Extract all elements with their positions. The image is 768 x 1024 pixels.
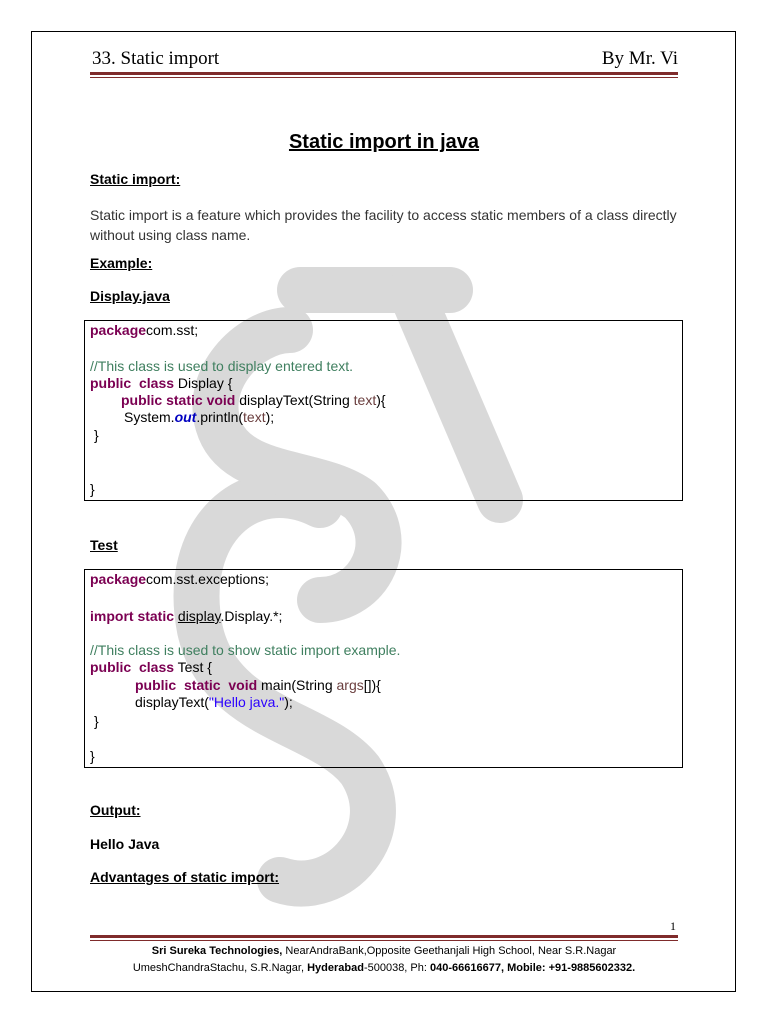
header-chapter: 33. Static import [92,48,220,69]
code-comment: //This class is used to show static import example. [90,642,401,658]
page-number: 1 [670,919,676,933]
code-line: public static void displayText(String text){ [121,392,386,408]
static-import-description: Static import is a feature which provides the facility to access static members of a class directly without using class name. [90,207,677,243]
code-line: packagecom.sst; [90,322,199,338]
code-line: public static void main(String args[]){ [135,677,381,693]
output-heading: Output: [90,802,141,818]
footer-address-line2: UmeshChandraStachu, S.R.Nagar, Hyderabad-500038, Ph: 040-66616677, Mobile: +91-9885602332. [132,962,636,974]
output-value: Hello Java [90,836,160,852]
code-line: } [90,748,95,764]
code-line: } [94,713,99,729]
footer-address-line1: Sri Sureka Technologies, NearAndraBank,Opposite Geethanjali High School, Near S.R.Nagar [151,945,617,957]
code-line: public class Display { [90,375,233,391]
code-comment: //This class is used to display entered text. [90,358,354,374]
footer-rule [90,935,678,938]
display-file-heading: Display.java [90,288,170,304]
header-rule [90,72,678,75]
code-line: } [94,427,99,443]
code-line: public class Test { [90,659,212,675]
code-line: import static display.Display.*; [90,608,283,624]
code-line: packagecom.sst.exceptions; [90,571,269,587]
page-title: Static import in java [288,131,480,153]
header-rule-thin [90,77,678,78]
code-line: System.out.println(text); [124,409,275,425]
footer-rule-thin [90,940,678,941]
test-code-box [84,569,683,768]
example-heading: Example: [90,255,153,271]
test-heading: Test [90,537,118,553]
code-line: displayText("Hello java."); [135,694,293,710]
advantages-heading: Advantages of static import: [90,869,280,885]
code-line: } [90,481,95,497]
header-author: By Mr. Vi [601,48,678,69]
display-code-box [84,320,683,501]
static-import-heading: Static import: [90,171,181,187]
